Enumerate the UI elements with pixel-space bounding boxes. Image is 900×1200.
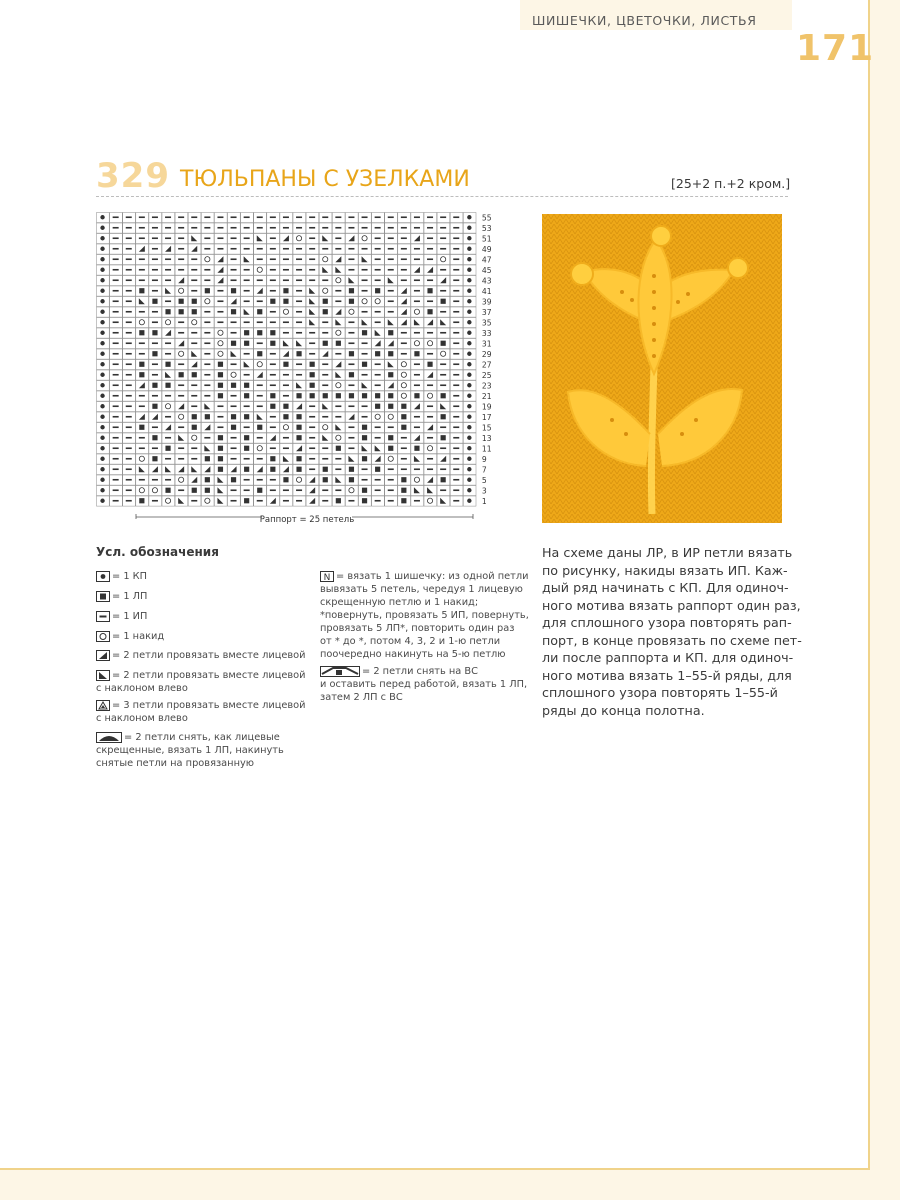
legend-pass-over: = 2 петли снять, как лицевые скрещенные, вязать 1 ЛП, накинуть снятые петли на провязанную bbox=[96, 732, 284, 769]
page-number: 171 bbox=[796, 28, 875, 69]
row-label: 23 bbox=[481, 381, 492, 391]
running-head: ШИШЕЧКИ, ЦВЕТОЧКИ, ЛИСТЬЯ bbox=[532, 13, 757, 28]
k2tog-icon bbox=[96, 650, 110, 661]
pass-over-icon bbox=[96, 732, 122, 743]
chart-repeat-label: Раппорт = 25 петель bbox=[259, 515, 355, 525]
pattern-number: 329 bbox=[96, 156, 170, 196]
pattern-title: ТЮЛЬПАНЫ С УЗЕЛКАМИ bbox=[180, 167, 470, 192]
row-label: 51 bbox=[481, 234, 492, 244]
pattern-description: На схеме даны ЛР, в ИР петли вязать по рисунку, накиды вязать ИП. Каж- дый ряд начинать с КП. Для одиноч- ного мотива вязать раппорт один раз, для сплошного узора повторять рап- порт, в конце провязать по схеме пет- ли после раппорта и КП. для одиноч- ного мотива вязать 1–55-й ряды, для сплошного узора повторять 1–55-й ряды до конца полотна. bbox=[542, 545, 802, 718]
title-divider bbox=[96, 196, 788, 197]
chart-grid bbox=[97, 213, 477, 507]
row-label: 21 bbox=[481, 392, 492, 401]
svg-text:N: N bbox=[323, 572, 331, 582]
row-label: 9 bbox=[481, 455, 487, 464]
knitted-swatch-image bbox=[542, 214, 782, 523]
row-label: 29 bbox=[481, 350, 492, 359]
row-label: 1 bbox=[481, 497, 487, 506]
row-label: 25 bbox=[481, 371, 492, 380]
row-label: 45 bbox=[481, 266, 492, 275]
row-label: 15 bbox=[481, 423, 492, 433]
legend-edge-stitch: = 1 КП bbox=[96, 570, 147, 583]
bobble-icon bbox=[320, 571, 334, 582]
pattern-repeat: [25+2 п.+2 кром.] bbox=[671, 176, 791, 191]
legend-knit-stitch: = 1 ЛП bbox=[96, 590, 147, 603]
row-label: 41 bbox=[481, 287, 492, 296]
row-label: 17 bbox=[481, 413, 492, 422]
purl-stitch-icon bbox=[96, 611, 110, 622]
sk2p-icon bbox=[96, 700, 110, 711]
row-label: 49 bbox=[481, 245, 492, 254]
legend-purl-stitch: = 1 ИП bbox=[96, 610, 147, 623]
legend-bobble: N = вязать 1 шишечку: из одной петли вывязать 5 петель, чередуя 1 лицевую скрещенную петлю и 1 накид; *повернуть, провязать 5 ИП, повернуть, провязать 5 ЛП*, повторить один раз от * до *, потом 4, 3, 2 и 1-ю петли поочередно накинуть на 5-ю петлю bbox=[320, 571, 529, 660]
legend-cable: = 2 петли снять на ВС и оставить перед работой, вязать 1 ЛП, затем 2 ЛП с ВС bbox=[320, 666, 528, 703]
row-label: 3 bbox=[481, 486, 487, 496]
row-label: 27 bbox=[481, 360, 492, 370]
legend-title: Усл. обозначения bbox=[96, 545, 219, 559]
cable-icon bbox=[320, 666, 360, 677]
row-label: 47 bbox=[481, 255, 492, 265]
row-label: 11 bbox=[481, 444, 492, 454]
knit-stitch-icon bbox=[96, 591, 110, 602]
row-label: 35 bbox=[481, 318, 492, 328]
row-label: 55 bbox=[481, 213, 492, 223]
edge-stitch-icon bbox=[96, 571, 110, 582]
row-label: 53 bbox=[481, 224, 492, 233]
chart-row-labels bbox=[482, 214, 492, 507]
row-label: 33 bbox=[481, 329, 492, 338]
legend-ssk: = 2 петли провязать вместе лицевой с наклоном влево bbox=[96, 670, 306, 694]
row-label: 7 bbox=[481, 465, 487, 475]
ssk-icon bbox=[96, 670, 110, 681]
legend-sk2p: = 3 петли провязать вместе лицевой с наклоном влево bbox=[96, 700, 306, 724]
knitting-chart bbox=[96, 212, 516, 528]
row-label: 39 bbox=[481, 297, 492, 307]
legend-k2tog: = 2 петли провязать вместе лицевой bbox=[96, 649, 306, 662]
yarn-over-icon bbox=[96, 631, 110, 642]
row-label: 43 bbox=[481, 276, 492, 286]
row-label: 13 bbox=[481, 434, 492, 443]
row-label: 5 bbox=[481, 476, 487, 485]
row-label: 19 bbox=[481, 402, 492, 412]
row-label: 31 bbox=[481, 339, 492, 349]
legend-yarn-over: = 1 накид bbox=[96, 630, 164, 643]
row-label: 37 bbox=[481, 308, 492, 317]
